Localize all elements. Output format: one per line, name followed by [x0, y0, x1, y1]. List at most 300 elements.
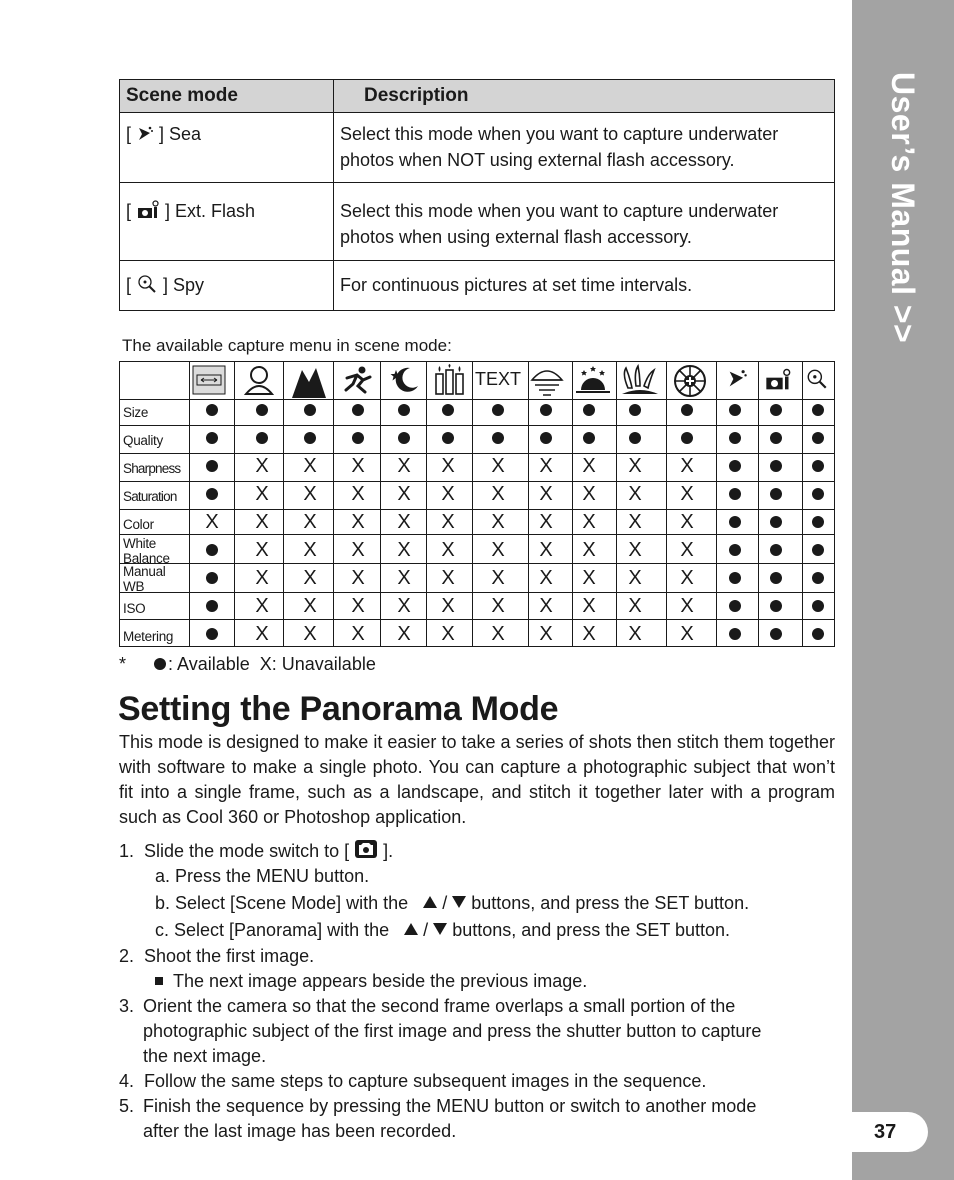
availability-cell — [589, 410, 590, 411]
unavailable-mark: X — [491, 455, 505, 477]
available-dot-icon — [812, 544, 824, 556]
available-dot-icon — [398, 432, 410, 444]
portrait-icon — [242, 364, 276, 401]
available-dot-icon — [770, 544, 782, 556]
unavailable-mark: X — [397, 539, 411, 561]
available-dot-icon — [583, 404, 595, 416]
availability-cell — [735, 522, 736, 523]
available-dot-icon — [812, 404, 824, 416]
step-1c: c. Select [Panorama] with the / buttons, and press the SET button. — [155, 920, 731, 940]
unavailable-mark: X — [539, 595, 553, 617]
availability-cell — [351, 623, 365, 645]
unavailable-mark: X — [539, 455, 553, 477]
fireworks-icon — [672, 364, 708, 403]
availability-cell — [582, 539, 596, 561]
camera-mode-icon — [354, 839, 378, 866]
availability-cell — [212, 410, 213, 411]
availability-cell — [441, 455, 455, 477]
availability-cell — [735, 494, 736, 495]
available-dot-icon — [770, 600, 782, 612]
unavailable-mark: X — [441, 539, 455, 561]
availability-cell — [441, 623, 455, 645]
available-dot-icon — [256, 432, 268, 444]
unavailable-mark: X — [441, 483, 455, 505]
step-1b: b. Select [Scene Mode] with the / buttons, and press the SET button. — [155, 893, 750, 913]
description-cell: Select this mode when you want to capture underwater photos when using external flash accessory. — [334, 183, 835, 261]
landscape-icon — [290, 364, 328, 403]
up-arrow-icon — [423, 896, 437, 908]
availability-cell — [735, 578, 736, 579]
unavailable-mark: X — [303, 623, 317, 645]
availability-cell — [546, 410, 547, 411]
availability-cell — [491, 567, 505, 589]
availability-cell — [818, 634, 819, 635]
availability-cell — [628, 539, 642, 561]
row-label: White Balance — [123, 536, 170, 566]
sport-icon — [341, 364, 375, 401]
snow-icon — [529, 364, 565, 403]
availability-cell — [539, 455, 553, 477]
availability-cell — [539, 623, 553, 645]
availability-cell — [448, 438, 449, 439]
available-dot-icon — [540, 432, 552, 444]
availability-cell — [776, 466, 777, 467]
unavailable-mark: X — [491, 567, 505, 589]
available-dot-icon — [304, 432, 316, 444]
available-dot-icon — [812, 628, 824, 640]
unavailable-mark: X — [255, 623, 269, 645]
availability-cell — [397, 595, 411, 617]
availability-cell — [212, 466, 213, 467]
availability-cell — [351, 483, 365, 505]
availability-cell — [255, 455, 269, 477]
unavailable-mark: X — [491, 483, 505, 505]
available-dot-icon — [352, 432, 364, 444]
unavailable-mark: X — [303, 483, 317, 505]
availability-cell — [255, 483, 269, 505]
unavailable-mark: X — [303, 567, 317, 589]
unavailable-mark: X — [491, 539, 505, 561]
unavailable-mark: X — [397, 455, 411, 477]
availability-cell — [582, 567, 596, 589]
unavailable-mark: X — [491, 511, 505, 533]
availability-cell — [255, 567, 269, 589]
unavailable-mark: X — [441, 455, 455, 477]
availability-cell — [539, 567, 553, 589]
available-dot-icon — [729, 460, 741, 472]
availability-cell — [735, 550, 736, 551]
availability-legend — [119, 654, 376, 675]
availability-cell — [441, 595, 455, 617]
unavailable-mark: X — [680, 483, 694, 505]
down-arrow-icon — [433, 923, 447, 935]
availability-cell — [491, 623, 505, 645]
available-dot-icon — [770, 572, 782, 584]
availability-cell — [628, 595, 642, 617]
available-dot-icon — [770, 628, 782, 640]
available-dot-icon — [729, 488, 741, 500]
availability-cell — [539, 483, 553, 505]
row-label: Manual WB — [123, 564, 166, 594]
availability-cell — [818, 522, 819, 523]
scene-mode-cell: [ ] Sea — [120, 113, 334, 183]
table-row — [120, 261, 835, 311]
availability-cell — [680, 511, 694, 533]
availability-cell — [441, 483, 455, 505]
ext-flash-icon — [136, 200, 160, 227]
unavailable-mark: X — [351, 539, 365, 561]
panorama-icon — [192, 364, 226, 401]
availability-cell — [351, 539, 365, 561]
available-dot-icon — [304, 404, 316, 416]
available-dot-icon — [770, 460, 782, 472]
availability-cell — [776, 550, 777, 551]
available-dot-icon — [629, 432, 641, 444]
availability-cell — [212, 438, 213, 439]
availability-cell — [255, 595, 269, 617]
availability-cell — [303, 567, 317, 589]
availability-cell — [818, 410, 819, 411]
availability-cell — [404, 438, 405, 439]
unavailable-mark: X — [680, 567, 694, 589]
unavailable-mark: X — [680, 511, 694, 533]
unavailable-mark: X — [351, 595, 365, 617]
availability-cell — [498, 410, 499, 411]
bullet-square-icon — [155, 977, 163, 985]
unavailable-mark: X — [303, 539, 317, 561]
available-dot-icon — [812, 488, 824, 500]
availability-caption: The available capture menu in scene mode: — [122, 336, 452, 355]
availability-cell — [212, 578, 213, 579]
available-dot-icon — [681, 404, 693, 416]
step-3-number: 3. — [119, 996, 135, 1016]
availability-cell — [262, 438, 263, 439]
available-dot-icon — [492, 432, 504, 444]
unavailable-mark: X — [539, 483, 553, 505]
unavailable-mark: X — [351, 511, 365, 533]
availability-cell — [303, 511, 317, 533]
availability-cell — [680, 567, 694, 589]
available-dot-icon — [729, 404, 741, 416]
availability-cell — [628, 623, 642, 645]
available-dot-icon — [206, 460, 218, 472]
available-dot-icon — [812, 460, 824, 472]
scene-mode-cell: [ ] Spy — [120, 261, 334, 311]
legend-available: : Available — [168, 654, 250, 674]
availability-grid — [119, 361, 835, 647]
available-dot-icon — [812, 432, 824, 444]
available-dot-icon — [770, 404, 782, 416]
unavailable-mark: X — [441, 595, 455, 617]
availability-cell — [776, 522, 777, 523]
availability-cell — [491, 595, 505, 617]
available-dot-icon — [729, 544, 741, 556]
availability-cell — [680, 455, 694, 477]
availability-cell — [358, 410, 359, 411]
unavailable-mark: X — [303, 455, 317, 477]
unavailable-mark: X — [255, 455, 269, 477]
availability-cell — [582, 455, 596, 477]
available-dot-icon — [442, 432, 454, 444]
splash-icon — [620, 364, 660, 403]
section-intro: This mode is designed to make it easier to take a series of shots then stitch them together with software to make a single photo. You can capture a photographic subject that won’t fit into a single frame, such as a landscape, and stitch it together later with a program such as Cool 360 or Photoshop application. — [119, 732, 835, 827]
text-icon: TEXT — [475, 369, 522, 389]
availability-cell — [582, 511, 596, 533]
unavailable-mark: X — [397, 623, 411, 645]
availability-cell — [776, 410, 777, 411]
availability-cell — [448, 410, 449, 411]
availability-cell — [735, 438, 736, 439]
availability-cell — [735, 606, 736, 607]
step-3-line1: Orient the camera so that the second frame overlaps a small portion of the — [143, 996, 736, 1016]
availability-cell — [303, 595, 317, 617]
legend-star: * — [119, 654, 127, 674]
availability-cell — [303, 455, 317, 477]
availability-cell — [310, 410, 311, 411]
availability-cell — [635, 410, 636, 411]
section-title: Setting the Panorama Mode — [118, 690, 559, 728]
unavailable-mark: X — [582, 623, 596, 645]
legend-unavailable: X: Unavailable — [259, 654, 376, 674]
page-number: 37 — [852, 1112, 928, 1152]
spy-magnifier-icon — [136, 274, 158, 301]
available-dot-icon — [206, 544, 218, 556]
step-5-line1: Finish the sequence by pressing the MENU button or switch to another mode — [143, 1096, 757, 1116]
unavailable-mark: X — [397, 511, 411, 533]
unavailable-mark: X — [397, 595, 411, 617]
unavailable-mark: X — [397, 483, 411, 505]
availability-cell — [397, 623, 411, 645]
unavailable-mark: X — [351, 483, 365, 505]
row-label: Color — [123, 517, 154, 532]
header-description: Description — [334, 80, 835, 113]
availability-cell — [255, 539, 269, 561]
unavailable-mark: X — [441, 511, 455, 533]
unavailable-mark: X — [628, 455, 642, 477]
description-cell: Select this mode when you want to capture underwater photos when NOT using external flash accessory. — [334, 113, 835, 183]
unavailable-mark: X — [628, 595, 642, 617]
availability-cell — [498, 438, 499, 439]
available-dot-icon — [729, 628, 741, 640]
unavailable-mark: X — [255, 483, 269, 505]
available-dot-icon — [729, 432, 741, 444]
unavailable-mark: X — [628, 623, 642, 645]
available-dot-icon — [398, 404, 410, 416]
availability-cell — [776, 494, 777, 495]
row-label: Metering — [123, 629, 174, 644]
unavailable-mark: X — [628, 483, 642, 505]
unavailable-mark: X — [680, 623, 694, 645]
sea-fish-icon — [726, 368, 748, 395]
unavailable-mark: X — [441, 623, 455, 645]
spy-magnifier-icon — [805, 368, 829, 395]
header-scene-mode: Scene mode — [120, 80, 334, 113]
available-dot-icon — [729, 572, 741, 584]
available-dot-icon — [770, 432, 782, 444]
description-cell: For continuous pictures at set time intervals. — [334, 261, 835, 311]
availability-cell — [491, 455, 505, 477]
step-1a: a. Press the MENU button. — [155, 866, 370, 886]
unavailable-mark: X — [582, 511, 596, 533]
unavailable-mark: X — [582, 483, 596, 505]
availability-cell — [212, 550, 213, 551]
availability-cell — [351, 595, 365, 617]
availability-cell — [776, 606, 777, 607]
availability-cell — [491, 483, 505, 505]
availability-cell — [582, 595, 596, 617]
available-dot-icon — [729, 600, 741, 612]
availability-cell — [776, 438, 777, 439]
unavailable-mark: X — [351, 623, 365, 645]
table-row — [120, 113, 835, 183]
availability-cell — [582, 623, 596, 645]
available-dot-icon — [492, 404, 504, 416]
availability-cell — [303, 539, 317, 561]
unavailable-mark: X — [582, 595, 596, 617]
availability-cell — [397, 483, 411, 505]
scene-mode-cell: [ ] Ext. Flash — [120, 183, 334, 261]
availability-cell — [680, 539, 694, 561]
unavailable-mark: X — [205, 511, 219, 533]
unavailable-mark: X — [680, 595, 694, 617]
row-label: Quality — [123, 433, 163, 448]
availability-cell — [255, 623, 269, 645]
candle-icon — [433, 364, 467, 401]
availability-cell — [358, 438, 359, 439]
row-label: ISO — [123, 601, 146, 616]
step-3-line3: the next image. — [143, 1046, 267, 1066]
availability-cell — [628, 455, 642, 477]
step-5-number: 5. — [119, 1096, 135, 1116]
row-label: Saturation — [123, 489, 177, 504]
available-dot-icon — [206, 600, 218, 612]
unavailable-mark: X — [539, 511, 553, 533]
availability-cell — [255, 511, 269, 533]
availability-cell — [397, 567, 411, 589]
available-dot-icon — [256, 404, 268, 416]
down-arrow-icon — [452, 896, 466, 908]
unavailable-mark: X — [255, 511, 269, 533]
availability-cell — [776, 578, 777, 579]
unavailable-mark: X — [255, 595, 269, 617]
availability-cell — [397, 455, 411, 477]
availability-cell — [628, 567, 642, 589]
unavailable-mark: X — [539, 539, 553, 561]
unavailable-mark: X — [351, 567, 365, 589]
row-label: Size — [123, 405, 149, 420]
available-dot-icon — [540, 404, 552, 416]
sunset-icon — [575, 364, 611, 403]
available-dot-icon — [729, 516, 741, 528]
scene-mode-table — [119, 79, 835, 311]
step-3-line2: photographic subject of the first image and press the shutter button to capture — [143, 1021, 762, 1041]
availability-cell — [628, 483, 642, 505]
available-dot-icon — [442, 404, 454, 416]
availability-cell — [351, 455, 365, 477]
available-dot-icon — [770, 516, 782, 528]
unavailable-mark: X — [680, 539, 694, 561]
available-dot-icon — [206, 628, 218, 640]
unavailable-mark: X — [303, 595, 317, 617]
unavailable-mark: X — [539, 567, 553, 589]
unavailable-mark: X — [255, 539, 269, 561]
availability-cell — [310, 438, 311, 439]
step-1: 1. Slide the mode switch to [ ]. — [119, 839, 393, 866]
availability-cell — [687, 410, 688, 411]
availability-cell — [582, 483, 596, 505]
unavailable-mark: X — [582, 539, 596, 561]
availability-cell — [441, 511, 455, 533]
availability-cell — [397, 511, 411, 533]
unavailable-mark: X — [303, 511, 317, 533]
availability-cell — [735, 410, 736, 411]
unavailable-mark: X — [582, 567, 596, 589]
ext-flash-icon — [764, 368, 792, 397]
availability-cell — [818, 466, 819, 467]
availability-cell — [539, 539, 553, 561]
availability-cell — [818, 550, 819, 551]
availability-cell — [628, 511, 642, 533]
availability-cell — [351, 511, 365, 533]
availability-cell — [303, 483, 317, 505]
availability-cell — [776, 634, 777, 635]
availability-cell — [818, 494, 819, 495]
step-4: 4. Follow the same steps to capture subsequent images in the sequence. — [119, 1071, 707, 1091]
table-row — [120, 183, 835, 261]
available-dot-icon — [583, 432, 595, 444]
available-dot-icon — [629, 404, 641, 416]
availability-cell — [441, 567, 455, 589]
availability-cell — [735, 634, 736, 635]
step-2-note: The next image appears beside the previous image. — [155, 969, 587, 994]
availability-cell — [635, 438, 636, 439]
unavailable-mark: X — [628, 539, 642, 561]
unavailable-mark: X — [397, 567, 411, 589]
availability-cell — [680, 483, 694, 505]
availability-cell — [303, 623, 317, 645]
availability-cell — [680, 623, 694, 645]
availability-cell — [546, 438, 547, 439]
unavailable-mark: X — [582, 455, 596, 477]
unavailable-mark: X — [491, 595, 505, 617]
availability-cell — [818, 606, 819, 607]
available-dot-icon — [206, 404, 218, 416]
step-5-line2: after the last image has been recorded. — [143, 1121, 457, 1141]
availability-cell — [539, 595, 553, 617]
availability-cell — [262, 410, 263, 411]
available-dot-icon — [352, 404, 364, 416]
sidebar-title: User’s Manual >> — [885, 72, 921, 344]
availability-cell — [735, 466, 736, 467]
unavailable-mark: X — [628, 567, 642, 589]
unavailable-mark: X — [491, 623, 505, 645]
unavailable-mark: X — [628, 511, 642, 533]
available-dot-icon — [812, 516, 824, 528]
unavailable-mark: X — [441, 567, 455, 589]
available-dot-icon — [812, 600, 824, 612]
availability-cell — [818, 438, 819, 439]
table-header-row — [120, 80, 835, 113]
availability-cell — [687, 438, 688, 439]
available-dot-icon — [812, 572, 824, 584]
availability-cell — [441, 539, 455, 561]
available-dot-icon — [206, 572, 218, 584]
availability-cell — [404, 410, 405, 411]
availability-cell — [539, 511, 553, 533]
availability-cell — [397, 539, 411, 561]
availability-cell — [212, 494, 213, 495]
availability-cell — [491, 511, 505, 533]
